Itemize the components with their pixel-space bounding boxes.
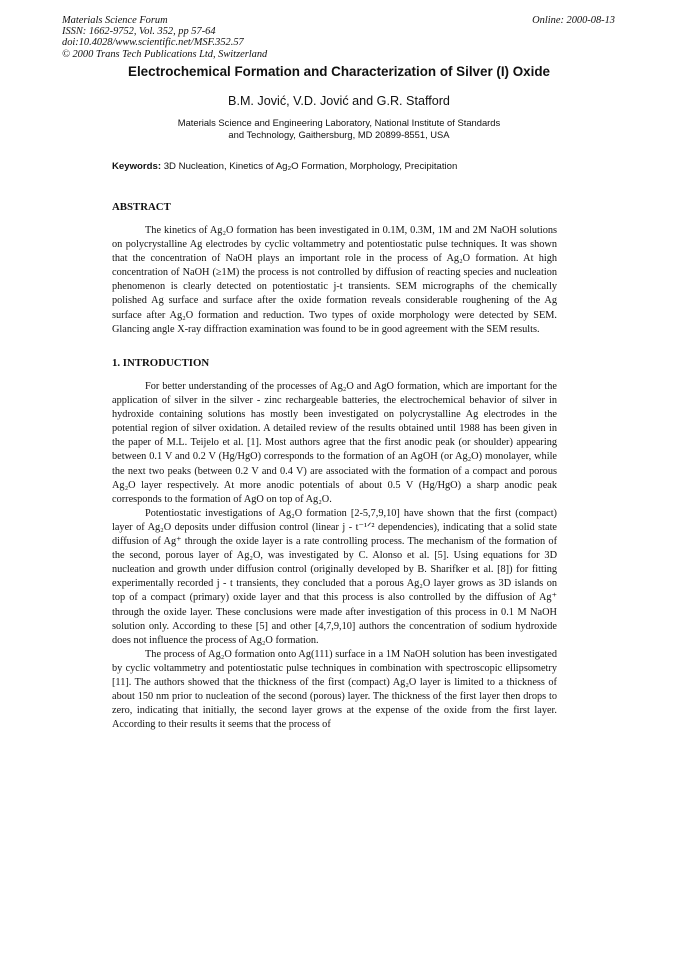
paper-authors: B.M. Jović, V.D. Jović and G.R. Stafford <box>228 94 450 108</box>
introduction-body <box>112 380 557 732</box>
copyright-line: © 2000 Trans Tech Publications Ltd, Switzerland <box>62 48 268 60</box>
affiliation <box>0 117 678 140</box>
introduction-heading: 1. INTRODUCTION <box>112 357 210 369</box>
keywords-text: 3D Nucleation, Kinetics of Ag₂O Formation, Morphology, Precipitation <box>163 161 458 172</box>
online-date: Online: 2000-08-13 <box>532 15 615 26</box>
keywords <box>112 161 457 172</box>
intro-paragraph-3: The process of Ag₂O formation onto Ag(111) surface in a 1M NaOH solution has been investigated by cyclic voltammetry and potentiostatic pulse techniques in combination with spectroscopic ellipsometry [11]. The authors showed that the thickness of the first (compact) Ag₂O layer is limited to a thickness of about 150 nm prior to nucleation of the second (porous) layer. The thickness of the first layer then drops to zero, indicating that initially, the second layer grows at the expense of the oxide from the first layer. According to their results it seems that the process of <box>112 648 557 731</box>
doi-link[interactable]: doi:10.4028/www.scientific.net/MSF.352.57 <box>62 37 244 49</box>
keywords-label: Keywords: <box>112 161 162 172</box>
affiliation-line-2: and Technology, Gaithersburg, MD 20899-8551, USA <box>228 128 450 140</box>
affiliation-line-1: Materials Science and Engineering Laboratory, National Institute of Standards <box>177 117 501 128</box>
abstract-body <box>112 224 557 337</box>
publication-metadata <box>62 15 267 60</box>
issn-line: ISSN: 1662-9752, Vol. 352, pp 57-64 <box>62 26 216 38</box>
journal-name: Materials Science Forum <box>62 15 168 26</box>
abstract-heading: ABSTRACT <box>112 201 171 213</box>
intro-paragraph-1: For better understanding of the processes of Ag₂O and AgO formation, which are important for the application of silver in the silver - zinc rechargeable batteries, the electrochemical behavior of silver in hydroxide containing solutions has mostly been investigated on polycrystalline Ag electrodes in the potential region of silver oxidation. A detailed review of the results obtained until 1988 has been given in the paper of M.L. Teijelo et al. [1]. Most authors agree that the first anodic peak (or shoulder) appearing between 0.1 V and 0.2 V (Hg/HgO) corresponds to the formation of an AgOH (or Ag₂O) monolayer, while the next two peaks (between 0.2 V and 0.4 V) are associated with the formation of a compact and porous Ag₂O layer respectively. At more anodic potentials of about 0.5 V (Hg/HgO) a sharp anodic peak corresponds to the formation of AgO on top of Ag₂O. <box>112 381 557 505</box>
paper-title: Electrochemical Formation and Characterization of Silver (I) Oxide <box>128 64 550 79</box>
intro-paragraph-2: Potentiostatic investigations of Ag₂O formation [2-5,7,9,10] have shown that the first (compact) layer of Ag₂O deposits under diffusion control (linear j - t⁻¹ᐟ² dependencies), indicating that a solid state diffusion of Ag⁺ through the oxide layer is a rate controlling process. The mechanism of the formation of the second, porous layer of Ag₂O, was investigated by C. Alonso et al. [5]. Using equations for 3D nucleation and growth under diffusion control (originally developed by B. Sharifker et al. [8]) for fitting experimentally recorded j - t transients, they concluded that a porous Ag₂O layer grows as 3D islands on top of a compact (primary) oxide layer and that this process is also controlled by the diffusion of Ag⁺ through the oxide layer. These conclusions were made after investigation of this process in 0.1 M NaOH solution only. According to these [5] and other [4,7,9,10] authors the concentration of sodium hydroxide does not influence the process of Ag₂O formation. <box>112 507 557 646</box>
abstract-paragraph: The kinetics of Ag₂O formation has been investigated in 0.1M, 0.3M, 1M and 2M NaOH solutions on polycrystalline Ag electrodes by cyclic voltammetry and potentiostatic pulse techniques. It was shown that the concentration of NaOH plays an important role in the process of Ag₂O formation. At high concentration of NaOH (≥1M) the process is not controlled by diffusion of reacting species and nucleation phenomenon is clearly detected on potentiostatic j-t transients. SEM micrographs of the chemically polished Ag surface and surface after the oxide formation reveals considerable roughening of the Ag surface after Ag₂O formation and reduction. Two types of oxide morphology were detected by SEM. Glancing angle X-ray diffraction examination was found to be in good agreement with the SEM results. <box>112 225 557 335</box>
